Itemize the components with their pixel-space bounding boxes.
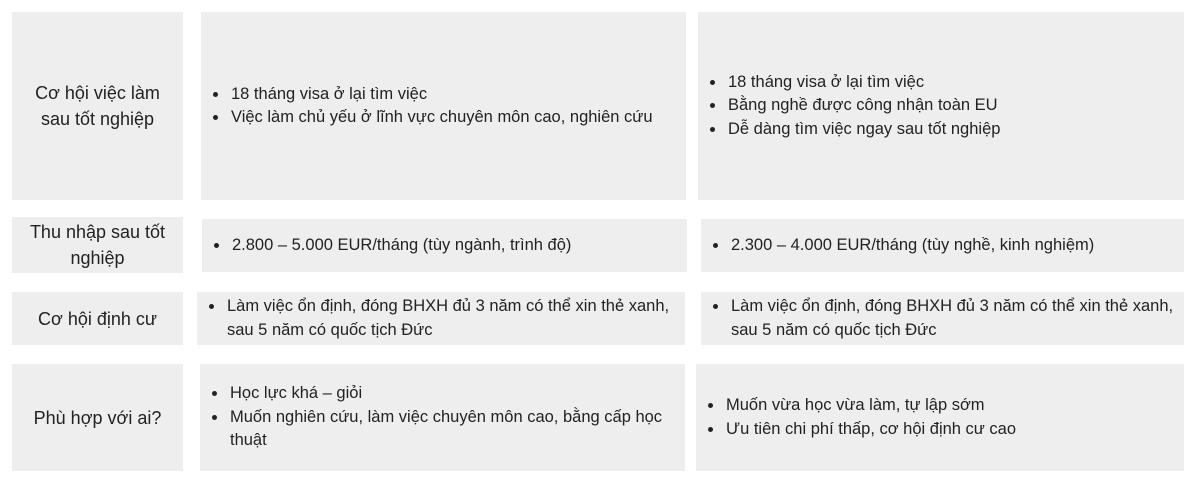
list-item: • Học lực khá – giỏi [228,382,681,406]
bullet-list [709,234,1094,258]
cell-row2-col1 [202,219,687,272]
list-item: • Dễ dàng tìm việc ngay sau tốt nghiệp [726,118,1000,142]
list-item: • Làm việc ổn định, đóng BHXH đủ 3 năm có thể xin thẻ xanh, sau 5 năm có quốc tịch Đức [225,295,681,342]
row-label-text: Thu nhập sau tốt nghiệp [29,222,166,268]
row-label-text: Cơ hội việc làm sau tốt nghiệp [35,83,160,129]
list-item: • Ưu tiên chi phí thấp, cơ hội định cư cao [724,418,1016,442]
list-item: • Bằng nghề được công nhận toàn EU [726,94,1000,118]
row-label-text: Cơ hội định cư [38,308,157,329]
bullet-list [210,234,571,258]
row-label-settlement [12,292,183,345]
bullet-list [209,83,653,130]
cell-row4-col1 [200,364,685,471]
cell-row4-col2 [696,364,1184,471]
row-label-job-opportunities [12,12,183,200]
bullet-list [205,295,681,342]
bullet-list [709,295,1180,342]
list-item: • Làm việc ổn định, đóng BHXH đủ 3 năm có thể xin thẻ xanh, sau 5 năm có quốc tịch Đức [729,295,1180,342]
cell-row2-col2 [701,219,1184,272]
list-item: • 2.300 – 4.000 EUR/tháng (tùy nghề, kinh nghiệm) [729,234,1094,258]
bullet-list [706,71,1000,142]
list-item: • 18 tháng visa ở lại tìm việc [229,83,653,107]
cell-row1-col2 [698,12,1184,200]
row-label-income [12,217,183,273]
row-label-text: Phù hợp với ai? [33,407,162,428]
cell-row1-col1 [201,12,686,200]
list-item: • Muốn vừa học vừa làm, tự lập sớm [724,394,1016,418]
cell-row3-col2 [701,292,1184,345]
bullet-list [704,394,1016,441]
cell-row3-col1 [197,292,685,345]
list-item: • Việc làm chủ yếu ở lĩnh vực chuyên môn cao, nghiên cứu [229,106,653,130]
list-item: • 2.800 – 5.000 EUR/tháng (tùy ngành, trình độ) [230,234,571,258]
list-item: • 18 tháng visa ở lại tìm việc [726,71,1000,95]
list-item: • Muốn nghiên cứu, làm việc chuyên môn cao, bằng cấp học thuật [228,406,681,453]
row-label-suitable-for [12,364,183,471]
bullet-list [208,382,681,453]
